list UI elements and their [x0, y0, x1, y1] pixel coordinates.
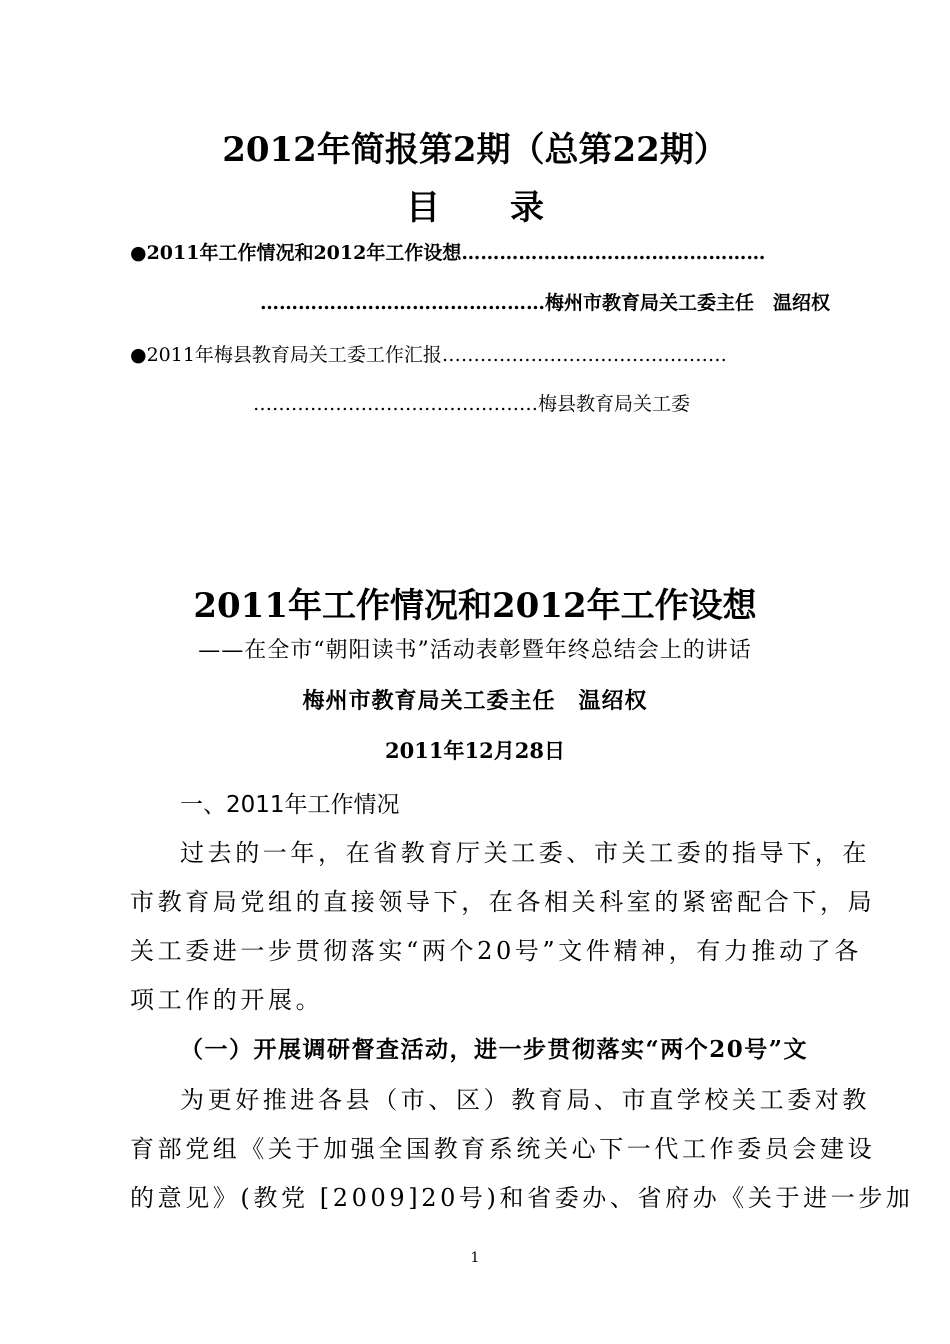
- paragraph-1-line-4: 项工作的开展。: [130, 986, 324, 1014]
- toc-heading-right: 录: [510, 188, 544, 228]
- toc-entry-2-author: ………………………………………梅县教育局关工委: [252, 393, 690, 415]
- toc-entry-1-title[interactable]: ●2011年工作情况和2012年工作设想…………………………………………: [130, 242, 766, 264]
- article-author: 梅州市教育局关工委主任 温绍权: [302, 688, 648, 714]
- subsection-1-heading: （一）开展调研督查活动，进一步贯彻落实“两个20号”文: [180, 1036, 808, 1063]
- paragraph-2-line-1: 为更好推进各县（市、区）教育局、市直学校关工委对教: [180, 1086, 870, 1114]
- toc-entry-2-title[interactable]: ●2011年梅县教育局关工委工作汇报………………………………………: [130, 344, 727, 366]
- article-date: 2011年12月28日: [385, 738, 565, 763]
- toc-heading: [0, 180, 950, 229]
- paragraph-2-line-2: 育部党组《关于加强全国教育系统关心下一代工作委员会建设: [130, 1135, 876, 1163]
- paragraph-1-line-1: 过去的一年，在省教育厅关工委、市关工委的指导下，在: [180, 839, 870, 867]
- page-number: 1: [470, 1250, 480, 1266]
- article-subtitle: ——在全市“朝阳读书”活动表彰暨年终总结会上的讲话: [198, 638, 752, 663]
- article-title: 2011年工作情况和2012年工作设想: [193, 586, 757, 626]
- paragraph-1-line-2: 市教育局党组的直接领导下，在各相关科室的紧密配合下，局: [130, 888, 876, 916]
- section-1-heading: 一、2011年工作情况: [180, 792, 400, 818]
- toc-heading-left: 目: [406, 188, 440, 228]
- paragraph-2-line-3: 的意见》(教党 [2009]20号)和省委办、省府办《关于进一步加: [130, 1184, 914, 1212]
- toc-entry-1-author: ………………………………………梅州市教育局关工委主任 温绍权: [259, 292, 830, 314]
- paragraph-1-line-3: 关工委进一步贯彻落实“两个20号”文件精神，有力推动了各: [130, 937, 862, 965]
- bulletin-title: 2012年简报第2期（总第22期）: [222, 130, 728, 170]
